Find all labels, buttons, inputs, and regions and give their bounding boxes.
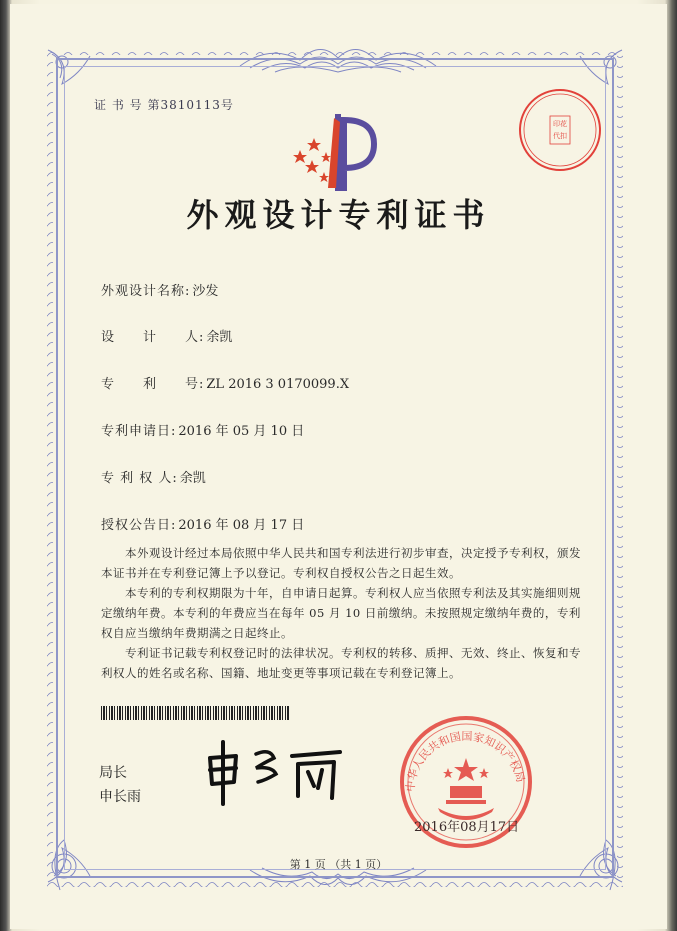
field-patent-number: [101, 373, 349, 392]
paragraph-term: 本专利的专利权期限为十年，自申请日起算。专利权人应当依照专利法及其实施细则规定缴纳年费。本专利的年费应当在每年 05 月 10 日前缴纳。未按照规定缴纳年费的，专利权自应当缴纳年费期满之日起终止。: [101, 586, 581, 640]
field-label: 专 利 权 人:: [101, 471, 178, 486]
director-title: 局长: [99, 765, 127, 781]
certificate-number: 证 书 号 第3810113号: [94, 98, 234, 112]
field-application-date: [101, 420, 304, 439]
seal-date: 2016年08月17日: [414, 820, 520, 835]
barcode: [101, 706, 289, 720]
svg-text:代扣: 代扣: [553, 132, 567, 140]
field-value: ZL 2016 3 0170099.X: [206, 377, 350, 392]
document-title: 外观设计专利证书: [186, 196, 491, 234]
field-value: 沙发: [192, 284, 219, 299]
paragraph-grant: 本外观设计经过本局依照中华人民共和国专利法进行初步审查，决定授予专利权，颁发本证书并在专利登记簿上予以登记。专利权自授权公告之日起生效。: [101, 546, 581, 580]
field-label: 专利申请日:: [101, 424, 177, 439]
field-value: 2016 年 05 月 10 日: [178, 424, 305, 439]
field-value: 余凯: [179, 471, 206, 486]
svg-text:印花: 印花: [553, 120, 567, 128]
field-label: 设 计 人:: [101, 330, 205, 345]
field-grant-date: [101, 514, 304, 533]
page-footer: 第 1 页 （共 1 页）: [289, 858, 388, 871]
paragraph-legal-status: 专利证书记载专利权登记时的法律状况。专利权的转移、质押、无效、终止、恢复和专利权人的姓名或名称、国籍、地址变更等事项记载在专利登记簿上。: [101, 646, 581, 680]
seal-arc-text: 中华人民共和国国家知识产权局: [403, 729, 528, 793]
field-design-name: [101, 280, 218, 299]
field-label: 外观设计名称:: [101, 284, 191, 299]
tax-stamp-icon: [516, 86, 604, 174]
field-designer: [101, 326, 232, 345]
director-name: 申长雨: [99, 789, 141, 805]
field-value: 余凯: [206, 330, 233, 345]
patent-office-logo-icon: [288, 108, 388, 194]
field-patentee: [101, 467, 206, 486]
field-value: 2016 年 08 月 17 日: [178, 518, 305, 533]
director-signature-icon: [200, 738, 350, 808]
field-label: 授权公告日:: [101, 518, 177, 533]
field-label: 专 利 号:: [101, 377, 205, 392]
